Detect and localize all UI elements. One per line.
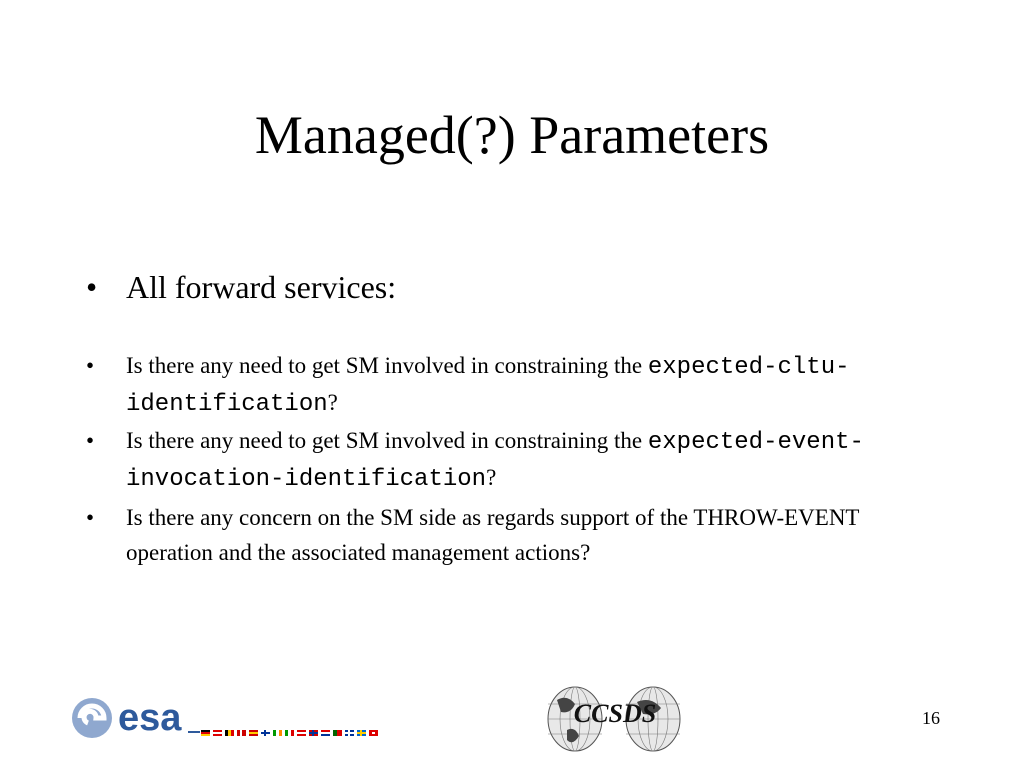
slide-title: Managed(?) Parameters xyxy=(254,105,770,165)
bullet-dot: • xyxy=(86,269,98,305)
esa-logo xyxy=(70,694,430,749)
bullet-dot: • xyxy=(86,353,95,378)
bullet-text xyxy=(126,348,936,422)
bullet-suffix: ? xyxy=(327,390,338,415)
main-bullet xyxy=(86,267,396,307)
ccsds-logo-text: CCSDS xyxy=(573,699,657,728)
svg-text:esa: esa xyxy=(118,697,182,739)
bullet-item xyxy=(86,500,936,570)
ccsds-logo xyxy=(545,686,685,761)
page-number: 16 xyxy=(922,708,940,728)
bullet-code: expected-cltu-identification xyxy=(126,354,850,418)
bullet-code: expected-event-invocation-identification xyxy=(126,429,864,493)
bullet-item xyxy=(86,348,936,422)
bullet-dot: • xyxy=(86,505,95,530)
bullet-dot: • xyxy=(86,428,95,453)
bullet-text xyxy=(126,423,936,497)
bullet-text: Is there any concern on the SM side as regards support of the THROW-EVENT operation and the associated management actions? xyxy=(126,505,860,565)
bullet-text-plain: Is there any need to get SM involved in constraining the xyxy=(126,353,648,378)
main-bullet-text: All forward services: xyxy=(126,269,397,305)
bullet-suffix: ? xyxy=(486,465,497,490)
bullet-text-plain: Is there any need to get SM involved in constraining the xyxy=(126,428,648,453)
bullet-item xyxy=(86,423,936,497)
